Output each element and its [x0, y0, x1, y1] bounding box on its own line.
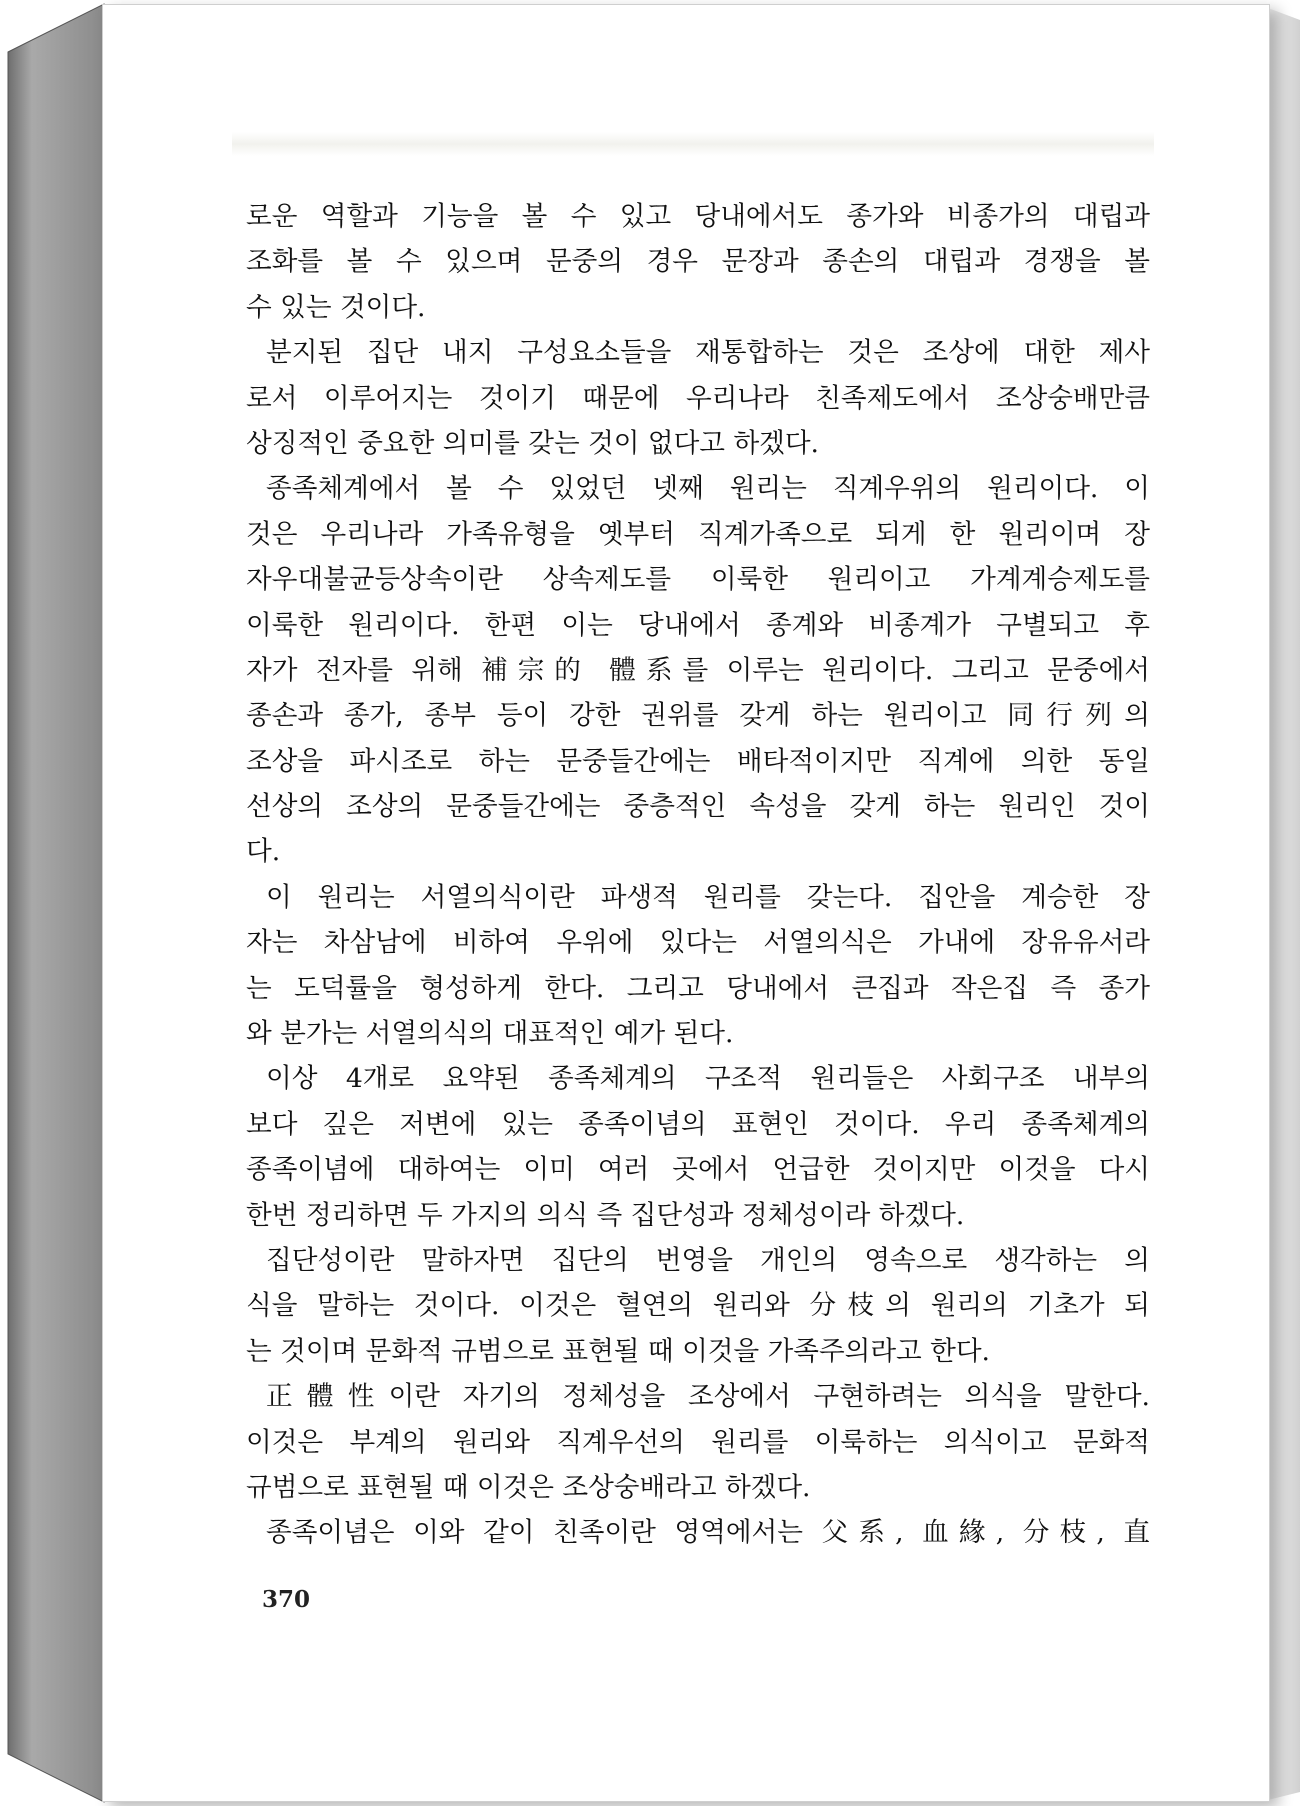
- text-line: 이것은 부계의 원리와 직계우선의 원리를 이룩하는 의식이고 문화적: [246, 1426, 1150, 1458]
- text-line: 와 분가는 서열의식의 대표적인 예가 된다.: [246, 1018, 734, 1050]
- text-line: 조화를 볼 수 있으며 문중의 경우 문장과 종손의 대립과 경쟁을 볼: [246, 246, 1150, 278]
- text-line: 는 도덕률을 형성하게 한다. 그리고 당내에서 큰집과 작은집 즉 종가: [246, 972, 1150, 1004]
- text-line: 로운 역할과 기능을 볼 수 있고 당내에서도 종가와 비종가의 대립과: [246, 201, 1150, 232]
- text-line: 종족이념에 대하여는 이미 여러 곳에서 언급한 것이지만 이것을 다시: [246, 1154, 1150, 1186]
- text-line: 는 것이며 문화적 규범으로 표현될 때 이것을 가족주의라고 한다.: [246, 1335, 991, 1367]
- text-line: 이룩한 원리이다. 한편 이는 당내에서 종계와 비종계가 구별되고 후: [246, 609, 1150, 641]
- text-line: 종족이념은 이와 같이 친족이란 영역에서는 父系, 血緣, 分枝, 直: [266, 1517, 1150, 1549]
- text-line: 선상의 조상의 문중들간에는 중층적인 속성을 갖게 하는 원리인 것이: [246, 791, 1150, 823]
- text-line: 자는 차삼남에 비하여 우위에 있다는 서열의식은 가내에 장유유서라: [246, 927, 1150, 959]
- text-line: 로서 이루어지는 것이기 때문에 우리나라 친족제도에서 조상숭배만큼: [246, 382, 1150, 414]
- text-line: 이 원리는 서열의식이란 파생적 원리를 갖는다. 집안을 계승한 장: [266, 881, 1150, 913]
- text-line: 正體性이란 자기의 정체성을 조상에서 구현하려는 의식을 말한다.: [266, 1381, 1150, 1413]
- text-line: 집단성이란 말하자면 집단의 번영을 개인의 영속으로 생각하는 의: [266, 1244, 1150, 1276]
- text-line: 조상을 파시조로 하는 문중들간에는 배타적이지만 직계에 의한 동일: [246, 745, 1150, 777]
- text-line: 것은 우리나라 가족유형을 옛부터 직계가족으로 되게 한 원리이며 장: [246, 518, 1150, 550]
- text-line: 보다 깊은 저변에 있는 종족이념의 표현인 것이다. 우리 종족체계의: [246, 1108, 1150, 1140]
- text-line: 자우대불균등상속이란 상속제도를 이룩한 원리이고 가계계승제도를: [246, 564, 1150, 596]
- text-line: 분지된 집단 내지 구성요소들을 재통합하는 것은 조상에 대한 제사: [266, 337, 1150, 369]
- text-line: 수 있는 것이다.: [246, 291, 426, 323]
- page-body-text: [246, 194, 1150, 1556]
- text-line: 이상 4개로 요약된 종족체계의 구조적 원리들은 사회구조 내부의: [266, 1063, 1150, 1095]
- text-line: 상징적인 중요한 의미를 갖는 것이 없다고 하겠다.: [246, 427, 819, 459]
- text-line: 규범으로 표현될 때 이것은 조상숭배라고 하겠다.: [246, 1471, 811, 1503]
- text-line: 종손과 종가, 종부 등이 강한 권위를 갖게 하는 원리이고 同行列의: [246, 700, 1150, 732]
- text-line: 종족체계에서 볼 수 있었던 넷째 원리는 직계우위의 원리이다. 이: [266, 473, 1150, 505]
- text-line: 한번 정리하면 두 가지의 의식 즉 집단성과 정체성이라 하겠다.: [246, 1199, 965, 1231]
- text-line: 자가 전자를 위해 補宗的 體系를 이루는 원리이다. 그리고 문중에서: [246, 654, 1150, 686]
- text-line: 식을 말하는 것이다. 이것은 혈연의 원리와 分枝의 원리의 기초가 되: [246, 1290, 1150, 1322]
- scan-header-shading: [232, 132, 1154, 156]
- page-number: 370: [262, 1586, 311, 1613]
- text-line: 다.: [246, 836, 281, 868]
